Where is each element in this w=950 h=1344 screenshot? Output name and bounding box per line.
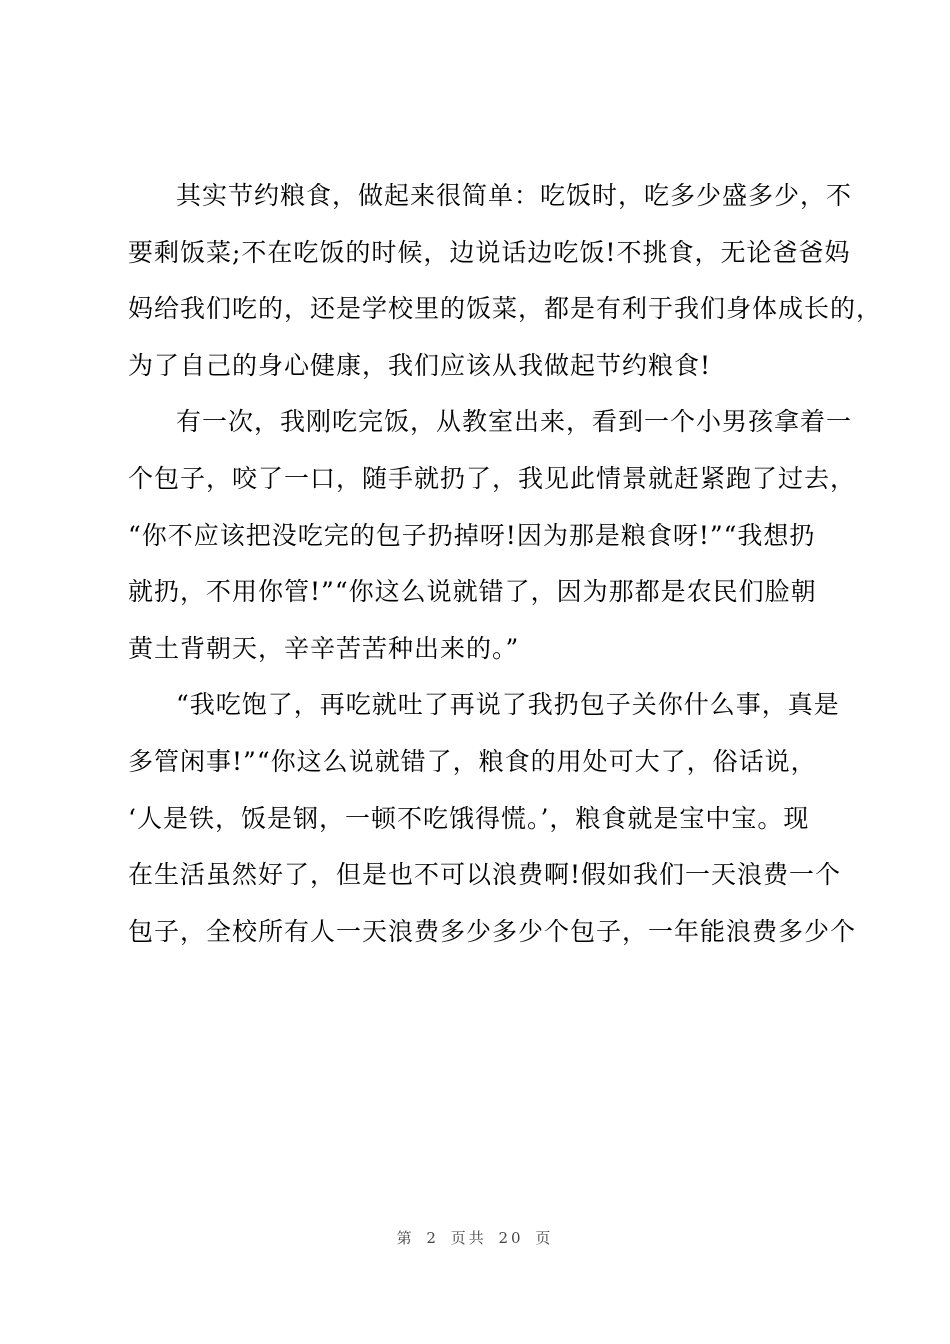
text-line: 有一次，我刚吃完饭，从教室出来，看到一个小男孩拿着一 <box>176 407 853 437</box>
text-line: 为了自己的身心健康，我们应该从我做起节约粮食! <box>128 350 712 380</box>
text-line: 在生活虽然好了，但是也不可以浪费啊!假如我们一天浪费一个 <box>128 860 842 890</box>
footer-prefix: 第 <box>396 1229 415 1247</box>
page-footer <box>0 1227 950 1248</box>
text-line: 其实节约粮食，做起来很简单：吃饭时，吃多少盛多少，不 <box>176 181 853 210</box>
text-line: 个包子，咬了一口，随手就扔了，我见此情景就赶紧跑了过去， <box>128 463 857 493</box>
footer-middle: 页共 <box>450 1229 487 1247</box>
text-line: 就扔，不用你管!”“你这么说就错了，因为那都是农民们脸朝 <box>128 577 817 607</box>
text-line: ‘人是铁，饭是钢，一顿不吃饿得慌。’，粮食就是宝中宝。现 <box>128 803 810 833</box>
text-line: 黄土背朝天，辛辛苦苦种出来的。” <box>128 633 520 663</box>
footer-current-page: 2 <box>426 1229 439 1247</box>
text-line: 要剩饭菜;不在吃饭的时候，边说话边吃饭!不挑食，无论爸爸妈 <box>128 237 851 267</box>
footer-suffix: 页 <box>535 1229 554 1247</box>
text-line: 包子，全校所有人一天浪费多少多少个包子，一年能浪费多少个 <box>128 916 857 946</box>
text-line: “我吃饱了，再吃就吐了再说了我扔包子关你什么事，真是 <box>176 690 840 720</box>
footer-total-pages: 20 <box>498 1229 524 1247</box>
body-text <box>128 168 883 960</box>
text-line: “你不应该把没吃完的包子扔掉呀!因为那是粮食呀!”“我想扔 <box>128 520 816 550</box>
text-line: 多管闲事!”“你这么说就错了，粮食的用处可大了，俗话说， <box>128 746 817 776</box>
text-line: 妈给我们吃的，还是学校里的饭菜，都是有利于我们身体成长的， <box>128 294 883 324</box>
